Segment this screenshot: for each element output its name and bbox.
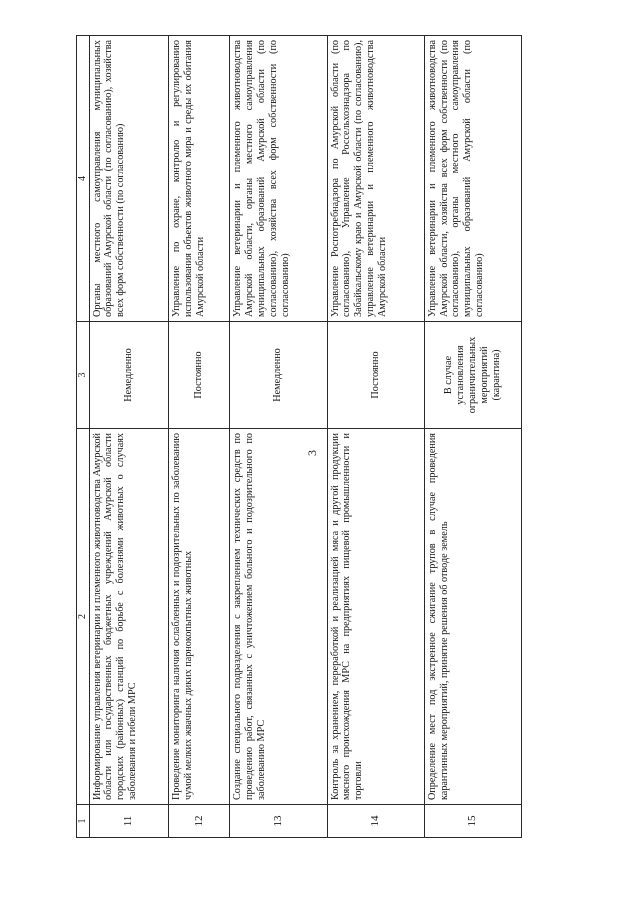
term-cell: В случае установления ограничительных мероприятий (карантина)	[424, 322, 521, 429]
executors-cell: Управление ветеринарии и племенного животноводства Амурской области, органы местного самоуправления муниципальных образований Амурской области (по согласованию), хозяйства всех форм собственности (по согласованию)	[230, 36, 327, 322]
measure-cell: Создание специального подразделения с закреплением технических средств по проведению работ, связанных с уничтожением больного и подозрительного по заболеванию МРС	[230, 429, 327, 805]
measure-cell: Определение мест под экстренное сжигание трупов в случае проведения карантинных мероприятий, принятие решения об отводе земель	[424, 429, 521, 805]
measure-cell: Информирование управления ветеринарии и племенного животноводства Амурской области или государственных бюджетных учреждений Амурской области городских (районных) станций по борьбе с болезнями животных о случаях заболевания и гибели МРС	[89, 429, 168, 805]
term-cell: Немедленно	[230, 322, 327, 429]
term-cell: Постоянно	[168, 322, 229, 429]
column-header: 1	[77, 805, 90, 838]
row-number: 13	[230, 805, 327, 838]
measures-table-rotated	[76, 36, 522, 838]
row-number: 11	[89, 805, 168, 838]
measures-table	[76, 35, 522, 838]
table-row	[168, 36, 229, 838]
column-header: 4	[77, 36, 90, 322]
column-header: 2	[77, 429, 90, 805]
page-number: 3	[305, 450, 319, 456]
executors-cell: Управление по охране, контролю и регулированию использования объектов животного мира и среды их обитания Амурской области	[168, 36, 229, 322]
row-number: 14	[327, 805, 424, 838]
table-row	[424, 36, 521, 838]
table-row	[230, 36, 327, 838]
column-header: 3	[77, 322, 90, 429]
table-row	[89, 36, 168, 838]
executors-cell: Органы местного самоуправления муниципальных образований Амурской области (по согласованию), хозяйства всех форм собственности (по согласованию)	[89, 36, 168, 322]
table-header-row	[77, 36, 90, 838]
executors-cell: Управление ветеринарии и племенного животноводства Амурской области, хозяйства всех форм собственности (по согласованию), органы местного самоуправления муниципальных образований Амурской области (по согласованию)	[424, 36, 521, 322]
measure-cell: Проведение мониторинга наличия ослабленных и подозрительных по заболеванию чумой мелких жвачных диких парнокопытных животных	[168, 429, 229, 805]
table-row	[327, 36, 424, 838]
row-number: 12	[168, 805, 229, 838]
measure-cell: Контроль за хранением, переработкой и реализацией мяса и другой продукции мясного происхождения МРС на предприятиях пищевой промышленности и торговли	[327, 429, 424, 805]
row-number: 15	[424, 805, 521, 838]
executors-cell: Управление Роспотребнадзора по Амурской области (по согласованию), Управление Россельхознадзора по Забайкальскому краю и Амурской области (по согласованию), управление ветеринарии и племенного животноводства Амурской области	[327, 36, 424, 322]
term-cell: Немедленно	[89, 322, 168, 429]
term-cell: Постоянно	[327, 322, 424, 429]
